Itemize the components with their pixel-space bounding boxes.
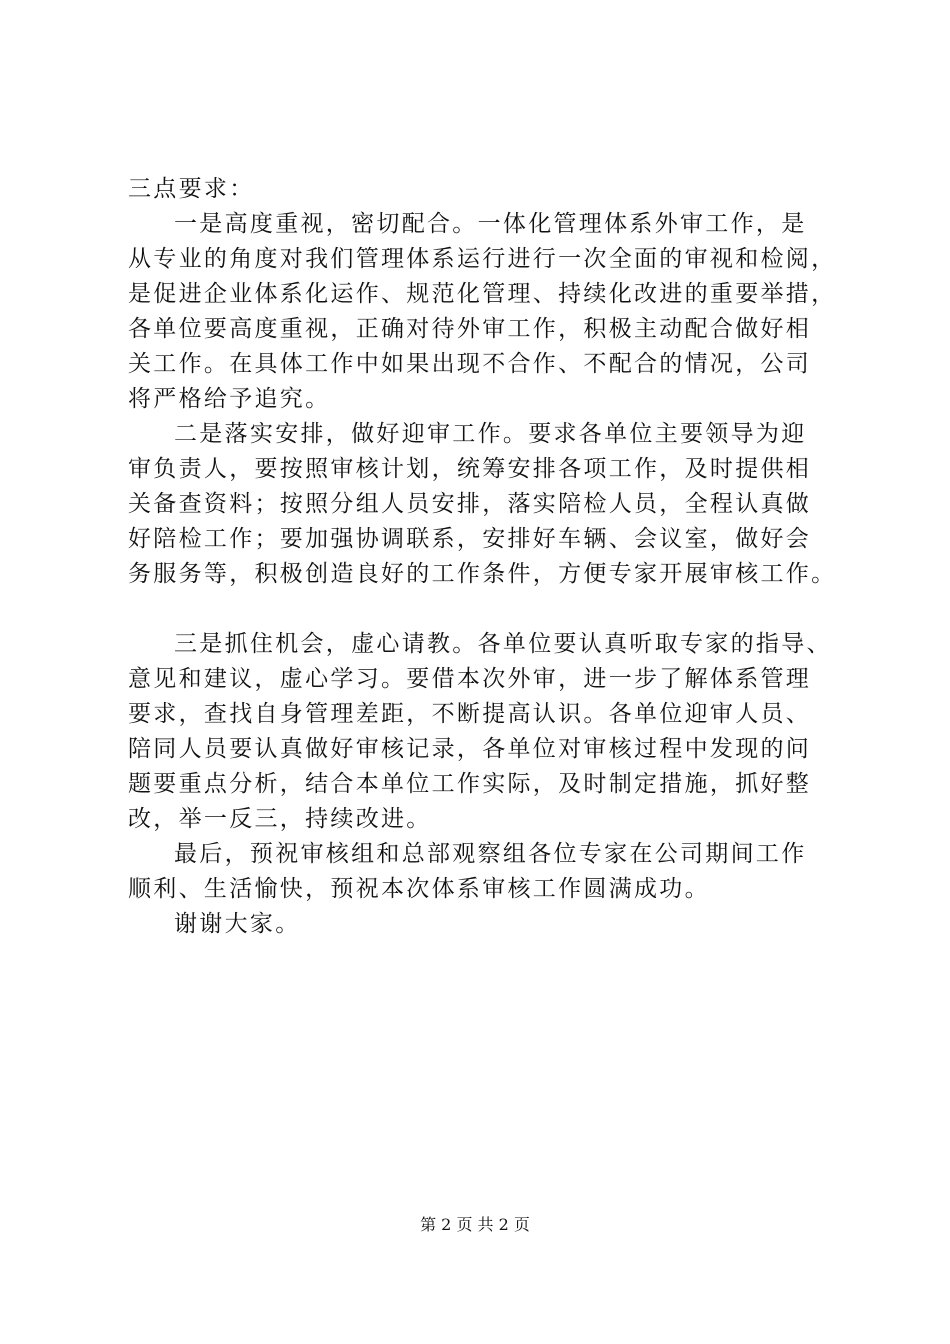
page-footer xyxy=(0,1213,950,1237)
paragraph-4-line-1: 最后，预祝审核组和总部观察组各位专家在公司期间工作 xyxy=(174,841,807,867)
page-number-label: 第 2 页 共 2 页 xyxy=(420,1215,530,1234)
closing-thanks: 谢谢大家。 xyxy=(174,911,301,937)
paragraph-3-line-4: 陪同人员要认真做好审核记录，各单位对审核过程中发现的问 xyxy=(128,736,812,762)
paragraph-2-line-1: 二是落实安排，做好迎审工作。要求各单位主要领导为迎 xyxy=(174,421,807,447)
paragraph-4-line-2: 顺利、生活愉快，预祝本次体系审核工作圆满成功。 xyxy=(128,876,710,902)
paragraph-1-line-1: 一是高度重视，密切配合。一体化管理体系外审工作，是 xyxy=(174,211,807,237)
paragraph-2-line-4: 好陪检工作；要加强协调联系，安排好车辆、会议室，做好会 xyxy=(128,526,812,552)
paragraph-1-line-5: 关工作。在具体工作中如果出现不合作、不配合的情况，公司 xyxy=(128,351,812,377)
paragraph-1-line-3: 是促进企业体系化运作、规范化管理、持续化改进的重要举措， xyxy=(128,281,837,307)
paragraph-1-line-4: 各单位要高度重视，正确对待外审工作，积极主动配合做好相 xyxy=(128,316,812,342)
paragraph-3-line-5: 题要重点分析，结合本单位工作实际，及时制定措施，抓好整 xyxy=(128,771,812,797)
heading-three-requirements: 三点要求： xyxy=(128,176,255,202)
paragraph-2-line-3: 关备查资料；按照分组人员安排，落实陪检人员，全程认真做 xyxy=(128,491,812,517)
paragraph-1-line-2: 从专业的角度对我们管理体系运行进行一次全面的审视和检阅， xyxy=(128,246,837,272)
paragraph-2-line-5: 务服务等，积极创造良好的工作条件，方便专家开展审核工作。 xyxy=(128,561,837,587)
paragraph-3-line-2: 意见和建议，虚心学习。要借本次外审，进一步了解体系管理 xyxy=(128,666,812,692)
paragraph-1-line-6: 将严格给予追究。 xyxy=(128,386,331,412)
paragraph-3-line-3: 要求，查找自身管理差距，不断提高认识。各单位迎审人员、 xyxy=(128,701,812,727)
paragraph-3-line-6: 改，举一反三，持续改进。 xyxy=(128,806,432,832)
paragraph-3-line-1: 三是抓住机会，虚心请教。各单位要认真听取专家的指导、 xyxy=(174,631,832,657)
paragraph-2-line-2: 审负责人，要按照审核计划，统筹安排各项工作，及时提供相 xyxy=(128,456,812,482)
blank-line xyxy=(128,592,848,627)
document-body xyxy=(128,172,848,942)
